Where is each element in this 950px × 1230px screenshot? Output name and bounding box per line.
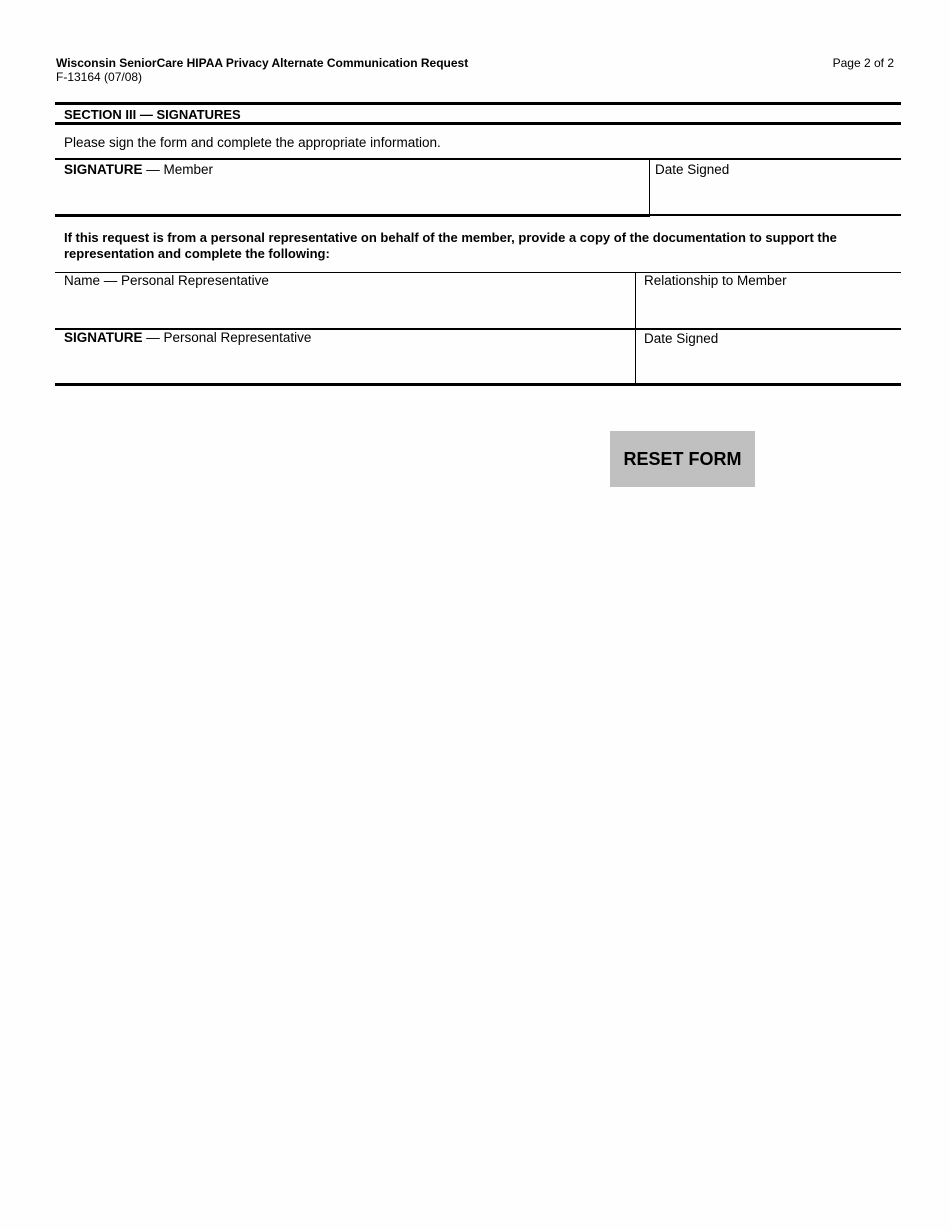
member-signature-label-bold: SIGNATURE: [64, 162, 143, 177]
section-instructions: Please sign the form and complete the appropriate information.: [64, 135, 441, 150]
member-row-bottom-rule: [55, 214, 650, 217]
rep-signature-field[interactable]: [56, 330, 634, 383]
section-title: SECTION III — SIGNATURES: [64, 107, 241, 122]
form-number: F-13164 (07/08): [56, 70, 143, 84]
rep-signature-divider: [635, 330, 636, 384]
rep-name-label: Name — Personal Representative: [64, 273, 269, 288]
rep-date-field[interactable]: [637, 330, 900, 383]
member-signature-field[interactable]: [56, 160, 648, 215]
section-top-rule: [55, 102, 901, 105]
member-row-divider: [649, 160, 650, 217]
rep-signature-label-bold: SIGNATURE: [64, 330, 143, 345]
rep-name-divider: [635, 273, 636, 329]
representative-note: If this request is from a personal representative on behalf of the member, provide a copy of the documentation to support the representation and complete the following:: [64, 230, 837, 261]
member-date-field[interactable]: [651, 160, 900, 215]
rep-name-field[interactable]: [56, 273, 634, 328]
rep-date-label: Date Signed: [644, 331, 719, 346]
member-row-bottom-rule-right: [650, 214, 901, 216]
rep-signature-bottom-rule: [55, 383, 901, 386]
rep-relationship-field[interactable]: [637, 273, 900, 328]
page-indicator: Page 2 of 2: [832, 56, 894, 70]
member-date-label: Date Signed: [655, 162, 730, 177]
form-title: Wisconsin SeniorCare HIPAA Privacy Alternate Communication Request: [56, 56, 469, 70]
section-bottom-rule: [55, 122, 901, 125]
reset-form-button[interactable]: RESET FORM: [610, 431, 755, 487]
member-signature-label-rest: — Member: [142, 162, 214, 177]
rep-signature-label-rest: — Personal Representative: [142, 330, 312, 345]
rep-relationship-label: Relationship to Member: [644, 273, 787, 288]
